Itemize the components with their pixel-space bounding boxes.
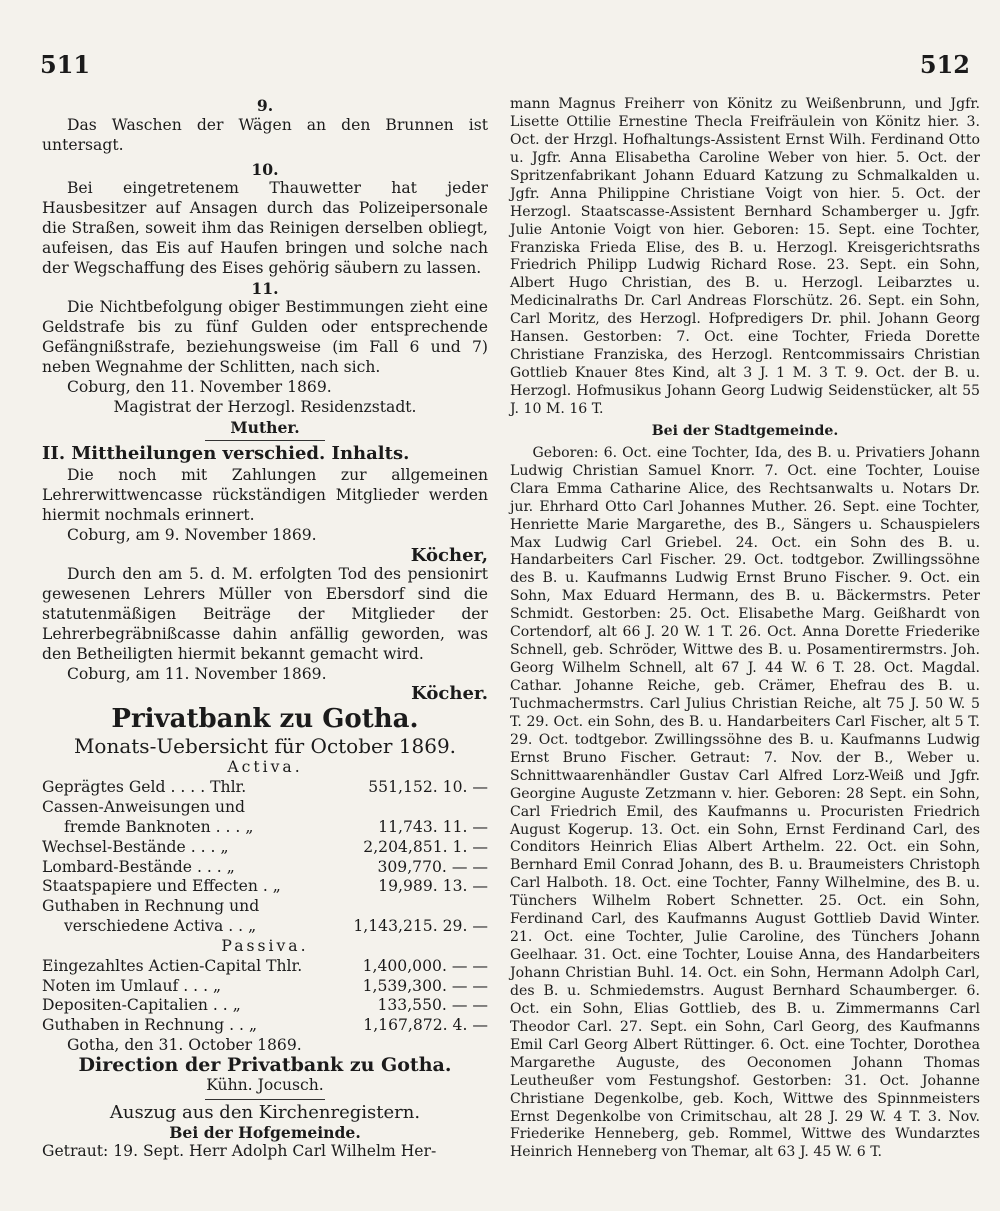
- row-label: Cassen-Anweisungen und: [42, 798, 246, 816]
- row-label: verschiedene Activa . . „: [64, 917, 257, 936]
- row-value: 11,743. 11. —: [378, 817, 488, 836]
- subsection-heading: Bei der Hofgemeinde.: [169, 1122, 361, 1142]
- signers: Kühn. Jocusch.: [206, 1075, 324, 1094]
- signature: Muther.: [230, 417, 300, 437]
- page-number-right: 512: [919, 50, 970, 79]
- table-row: [42, 996, 488, 1016]
- table-row: [42, 858, 488, 878]
- row-label: fremde Banknoten . . . „: [64, 817, 254, 836]
- row-label: Staatspapiere und Effecten . „: [42, 877, 281, 896]
- paragraph: Die noch mit Zahlungen zur allgemeinen Lehrerwittwencasse rückständigen Mitglieder werden hiermit nochmals erinnert.: [42, 466, 488, 524]
- row-value: [327, 798, 488, 818]
- row-value: 1,167,872. 4. —: [363, 1016, 488, 1035]
- row-value: 19,989. 13. —: [378, 877, 488, 896]
- section-number: 9.: [256, 96, 274, 115]
- row-value: 551,152. 10. —: [368, 778, 488, 797]
- section-number: 11.: [251, 278, 279, 298]
- table-row: [42, 897, 488, 917]
- row-value: 1,143,215. 29. —: [353, 917, 488, 936]
- table-row: [42, 1016, 488, 1036]
- table-row: [42, 977, 488, 997]
- row-label: Noten im Umlauf . . . „: [42, 976, 222, 995]
- authority: Magistrat der Herzogl. Residenzstadt.: [113, 397, 417, 416]
- table-row: [42, 877, 488, 897]
- activa-table: [42, 778, 488, 937]
- dateline: Coburg, am 11. November 1869.: [66, 664, 327, 683]
- dateline: Gotha, den 31. October 1869.: [66, 1036, 302, 1055]
- row-label: Guthaben in Rechnung . . „: [42, 1016, 258, 1035]
- row-label: Lombard-Bestände . . . „: [42, 857, 235, 876]
- dateline: Coburg, am 9. November 1869.: [66, 525, 317, 544]
- right-column: [510, 96, 980, 1162]
- table-row: [42, 838, 488, 858]
- paragraph: Die Nichtbefolgung obiger Bestimmungen zieht eine Geldstrafe bis zu fünf Gulden oder entsprechende Gefängnißstrafe, beziehungsweise (im Fall 6 und 7) neben Wegnahme der Schlitten, nach sich.: [42, 298, 488, 376]
- paragraph: mann Magnus Freiherr von Könitz zu Weißenbrunn, und Jgfr. Lisette Ottilie Ernestine Thecla Freifräulein von Könitz hier. 3. Oct. der Hrzgl. Hofhaltungs-Assistent Ernst Wilh. Ferdinand Otto u. Jgfr. Anna Elisabetha Caroline Weber von hier. 5. Oct. der Spritzenfabrikant Johann Eduard Katzung zu Schmalkalden u. Jgfr. Anna Philippine Christiane Voigt von hier. 5. Oct. der Herzogl. Staatscasse-Assistent Bernhard Schamberger u. Jgfr. Julie Antonie Voigt von hier. Geboren: 15. Sept. eine Tochter, Franziska Frieda Elise, des B. u. Herzogl. Kreisgerichtsraths Friedrich Philipp Ludwig Richard Rose. 23. Sept. ein Sohn, Albert Hugo Christian, des B. u. Herzogl. Leibarztes u. Medicinalraths Dr. Carl Andreas Florschütz. 26. Sept. ein Sohn, Carl Moritz, des Herzogl. Hofpredigers Dr. phil. Johann Georg Hansen. Gestorben: 7. Oct. eine Tochter, Frieda Dorette Christiane Franziska, des Herzogl. Rentcommissairs Christian Gottlieb Knauer 8tes Kind, alt 3 J. 1 M. 3 T. 9. Oct. der B. u. Herzogl. Hofmusikus Johann Georg Ludwig Seidenstücker, alt 55 J. 10 M. 16 T.: [510, 96, 980, 417]
- passiva-label: Passiva.: [221, 936, 309, 955]
- row-value: 309,770. — —: [377, 857, 488, 876]
- paragraph: Getraut: 19. Sept. Herr Adolph Carl Wilhelm Her-: [42, 1142, 437, 1161]
- row-label: Geprägtes Geld . . . . Thlr.: [42, 778, 247, 797]
- row-label: Guthaben in Rechnung und: [42, 897, 260, 916]
- bank-direction: Direction der Privatbank zu Gotha.: [78, 1053, 452, 1076]
- section-heading: II. Mittheilungen verschied. Inhalts.: [42, 443, 410, 465]
- row-value: 2,204,851. 1. —: [363, 837, 488, 856]
- row-value: 1,539,300. — —: [362, 976, 488, 995]
- bank-subtitle: Monats-Uebersicht für October 1869.: [73, 734, 457, 759]
- paragraph: Geboren: 6. Oct. eine Tochter, Ida, des B. u. Privatiers Johann Ludwig Christian Samuel Knorr. 7. Oct. eine Tochter, Louise Clara Emma Catharine Alice, des Rechtsanwalts u. Notars Dr. jur. Ehrhard Otto Carl Johannes Muther. 26. Sept. eine Tochter, Henriette Marie Margarethe, des B., Sängers u. Schauspielers Max Ludwig Carl Griebel. 24. Oct. ein Sohn des B. u. Handarbeiters Carl Fischer. 29. Oct. todtgebor. Zwillingssöhne des B. u. Kaufmanns Ludwig Ernst Bruno Fischer. 9. Oct. ein Sohn, Max Eduard Hermann, des B. u. Bäckermstrs. Peter Schmidt. Gestorben: 25. Oct. Elisabethe Marg. Geißhardt von Cortendorf, alt 66 J. 20 W. 1 T. 26. Oct. Anna Dorette Friederike Schnell, geb. Schröder, Wittwe des B. u. Posamentirermstrs. Joh. Georg Wilhelm Schnell, alt 67 J. 44 W. 6 T. 28. Oct. Magdal. Cathar. Johanne Reiche, geb. Crämer, Ehefrau des B. u. Tuchmachermstrs. Carl Julius Christian Reiche, alt 75 J. 50 W. 5 T. 29. Oct. ein Sohn, des B. u. Handarbeiters Carl Fischer, alt 5 T. 29. Oct. todtgebor. Zwillingssöhne des B. u. Kaufmanns Ludwig Ernst Bruno Fischer. Getraut: 7. Nov. der B., Weber u. Schnittwaarenhändler Gustav Carl Alfred Lorz-Weiß und Jgfr. Georgine Auguste Zetzmann v. hier. Geboren: 28 Sept. ein Sohn, Carl Friedrich Emil, des Kaufmanns u. Procuristen Friedrich August Kogerup. 13. Oct. ein Sohn, Ernst Ferdinand Carl, des Conditors Heinrich Elias Albert Arthelm. 22. Oct. ein Sohn, Bernhard Emil Conrad Johann, des B. u. Braumeisters Christoph Carl Halboth. 18. Oct. eine Tochter, Fanny Wilhelmine, des B. u. Tünchers Wilhelm Robert Schnetter. 25. Oct. ein Sohn, Ferdinand Carl, des Kaufmanns August Gottlieb David Winter. 21. Oct. eine Tochter, Julie Caroline, des Tünchers Johann Geelhaar. 31. Oct. eine Tochter, Louise Anna, des Handarbeiters Johann Christian Buhl. 14. Oct. ein Sohn, Hermann Adolph Carl, des B. u. Schmiedemstrs. August Bernhard Schaumberger. 6. Oct. ein Sohn, Elias Gottlieb, des B. u. Zimmermanns Carl Theodor Carl. 27. Sept. ein Sohn, Carl Georg, des Kaufmanns Emil Carl Georg Albert Rüttinger. 6. Oct. eine Tochter, Dorothea Margarethe Auguste, des Oeconomen Johann Thomas Leutheußer vom Festungshof. Gestorben: 31. Oct. Johanne Christiane Degenkolbe, geb. Koch, Wittwe des Spinnmeisters Ernst Degenkolbe von Crimitschau, alt 28 J. 29 W. 4 T. 3. Nov. Friederike Henneberg, geb. Rommel, Wittwe des Wundarztes Heinrich Henneberg von Themar, alt 63 J. 45 W. 6 T.: [510, 444, 980, 1161]
- dateline: Coburg, den 11. November 1869.: [66, 377, 332, 396]
- row-value: 1,400,000. — —: [362, 956, 488, 975]
- signature: Köcher.: [411, 683, 488, 705]
- paragraph: Durch den am 5. d. M. erfolgten Tod des pensionirt gewesenen Lehrers Müller von Ebersdorf sind die statutenmäßigen Beiträge der Mitglieder der Lehrerbegräbnißcasse dahin anfällig geworden, was den Betheiligten hiermit bekannt gemacht wird.: [42, 565, 488, 663]
- passiva-table: [42, 957, 488, 1036]
- page-number-left: 511: [40, 50, 91, 79]
- row-value: [327, 897, 488, 917]
- activa-label: Activa.: [227, 758, 303, 777]
- row-label: Eingezahltes Actien-Capital Thlr.: [42, 956, 303, 975]
- row-label: Depositen-Capitalien . . „: [42, 996, 241, 1015]
- table-row: [42, 818, 488, 838]
- left-column: [42, 96, 488, 1162]
- table-row: [42, 778, 488, 798]
- table-row: [42, 957, 488, 977]
- paragraph: Das Waschen der Wägen an den Brunnen ist untersagt.: [42, 115, 488, 154]
- divider: [205, 1099, 325, 1100]
- signature: Köcher,: [410, 544, 488, 566]
- registry-heading: Auszug aus den Kirchenregistern.: [109, 1101, 421, 1123]
- row-label: Wechsel-Bestände . . . „: [42, 837, 229, 856]
- bank-title: Privatbank zu Gotha.: [111, 704, 419, 735]
- divider: [205, 440, 325, 441]
- section-number: 10.: [251, 159, 279, 179]
- subsection-heading: Bei der Stadtgemeinde.: [651, 422, 839, 439]
- table-row: [42, 917, 488, 937]
- table-row: [42, 798, 488, 818]
- paragraph: Bei eingetretenem Thauwetter hat jeder Hausbesitzer auf Ansagen durch das Polizeipersonale die Straßen, soweit ihm das Reinigen derselben obliegt, aufeisen, das Eis auf Haufen bringen und solche nach der Wegschaffung des Eises gehörig säubern zu lassen.: [42, 179, 488, 277]
- row-value: 133,550. — —: [377, 996, 488, 1015]
